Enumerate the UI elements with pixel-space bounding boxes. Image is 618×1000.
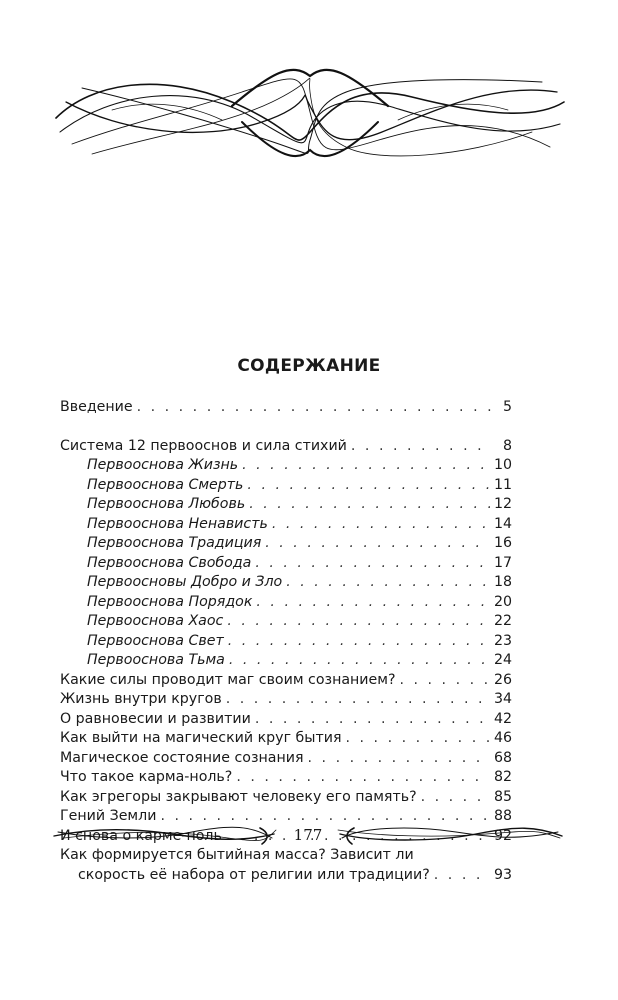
toc-leader-dots <box>351 437 492 457</box>
toc-entry-page: 23 <box>493 632 512 649</box>
toc-entry-title: Первооснова Любовь <box>87 496 246 512</box>
decorative-ornament-top <box>52 62 568 166</box>
toc-entry-page: 93 <box>493 866 512 883</box>
toc-entry-title: Гений Земли <box>60 808 157 824</box>
toc-leader-dots <box>242 456 490 476</box>
toc-entry-title: Какие силы проводит маг своим сознанием? <box>60 671 396 688</box>
toc-entry-page: 34 <box>493 691 512 707</box>
toc-leader-dots <box>272 515 490 535</box>
toc-entry-title: Жизнь внутри кругов <box>60 691 222 707</box>
toc-entry-page: 24 <box>493 652 512 668</box>
toc-entry-title: Первооснова Хаос <box>87 613 224 629</box>
toc-entry-page: 17 <box>493 554 512 571</box>
toc-entry[interactable] <box>60 651 512 671</box>
toc-leader-dots <box>434 866 490 886</box>
toc-entry[interactable] <box>60 554 512 574</box>
page-footer <box>52 822 564 848</box>
toc-leader-dots <box>229 651 490 671</box>
toc-leader-dots <box>137 398 492 418</box>
toc-entry[interactable] <box>60 671 512 691</box>
toc-entry[interactable] <box>60 788 512 808</box>
toc-entry-title: Магическое состояние сознания <box>60 749 304 766</box>
toc-leader-dots <box>227 612 490 632</box>
toc-entry-title: скорость её набора от религии или традиции? <box>78 866 430 883</box>
toc-entry-title: Первооснова Свобода <box>87 554 252 571</box>
toc-entry[interactable] <box>60 476 512 496</box>
toc-entry-title: Первооснова Смерть <box>87 476 244 493</box>
toc-entry[interactable] <box>60 846 512 866</box>
toc-entry-title: Первооснова Свет <box>87 632 224 649</box>
toc-entry-page: 16 <box>493 535 512 551</box>
toc-entry-page: 5 <box>502 399 512 415</box>
toc-entry[interactable] <box>60 593 512 613</box>
toc-entry[interactable] <box>60 456 512 476</box>
toc-entry[interactable] <box>60 437 512 457</box>
toc-entry-page: 92 <box>493 827 512 844</box>
toc-entry-title: Как формируется бытийная масса? Зависит ли <box>60 847 414 863</box>
toc-entry-page: 20 <box>493 593 512 610</box>
toc-entry-title: Первооснова Тьма <box>87 652 225 668</box>
toc-leader-dots <box>226 690 490 710</box>
decorative-ornament-footer-right <box>336 822 564 848</box>
toc-entry[interactable] <box>60 534 512 554</box>
table-of-contents <box>60 398 512 885</box>
toc-entry-title: Введение <box>60 399 133 415</box>
toc-entry-title: О равновесии и развитии <box>60 710 251 727</box>
toc-entry-page: 68 <box>493 749 512 766</box>
toc-entry-page: 14 <box>493 515 512 532</box>
toc-entry-page: 18 <box>493 574 512 590</box>
toc-entry-page: 12 <box>493 496 512 512</box>
toc-entry-title: Как выйти на магический круг бытия <box>60 730 342 746</box>
toc-entry[interactable] <box>60 495 512 515</box>
toc-entry-page: 82 <box>493 769 512 785</box>
toc-leader-dots <box>421 788 490 808</box>
toc-entry[interactable] <box>60 690 512 710</box>
toc-entry[interactable] <box>60 398 512 418</box>
toc-leader-dots <box>255 710 490 730</box>
toc-entry-page: 46 <box>493 730 512 746</box>
toc-leader-dots <box>236 768 490 788</box>
toc-entry-title: Что такое карма-ноль? <box>60 769 233 785</box>
toc-entry-title: Как эгрегоры закрывают человеку его память? <box>60 788 417 805</box>
toc-entry[interactable] <box>60 866 512 886</box>
toc-entry-page: 85 <box>493 788 512 805</box>
toc-leader-dots <box>247 476 490 496</box>
toc-entry[interactable] <box>60 768 512 788</box>
toc-entry-page: 42 <box>493 710 512 727</box>
page-title: СОДЕРЖАНИЕ <box>237 356 381 376</box>
toc-entry-title: Система 12 первооснов и сила стихий <box>60 437 347 454</box>
toc-entry-page: 11 <box>493 476 512 493</box>
toc-entry-page: 26 <box>493 671 512 688</box>
toc-leader-dots <box>346 729 490 749</box>
toc-leader-dots <box>228 632 490 652</box>
toc-entry-title: Первооснова Ненависть <box>87 515 268 532</box>
toc-entry-title: Первооснова Традиция <box>87 535 262 551</box>
toc-leader-dots <box>308 749 490 769</box>
toc-leader-dots <box>265 534 490 554</box>
toc-entry-page: 10 <box>493 457 512 473</box>
toc-entry[interactable] <box>60 573 512 593</box>
toc-leader-dots <box>249 495 490 515</box>
toc-entry-title: Первооснова Жизнь <box>87 457 239 473</box>
page-number: 177 <box>293 826 323 844</box>
toc-leader-dots <box>400 671 490 691</box>
toc-entry[interactable] <box>60 632 512 652</box>
toc-leader-dots <box>286 573 490 593</box>
toc-entry-page: 22 <box>493 613 512 629</box>
toc-entry[interactable] <box>60 515 512 535</box>
toc-entry-title: Первооснова Порядок <box>87 593 253 610</box>
toc-entry[interactable] <box>60 729 512 749</box>
toc-leader-dots <box>255 554 490 574</box>
toc-entry[interactable] <box>60 710 512 730</box>
toc-entry-page: 8 <box>502 437 512 454</box>
toc-leader-dots <box>256 593 490 613</box>
toc-entry-title: Первоосновы Добро и Зло <box>87 574 283 590</box>
toc-entry[interactable] <box>60 612 512 632</box>
toc-entry-title: И снова о карме-ноль <box>60 827 222 844</box>
toc-entry-page: 88 <box>493 808 512 824</box>
toc-entry[interactable] <box>60 749 512 769</box>
